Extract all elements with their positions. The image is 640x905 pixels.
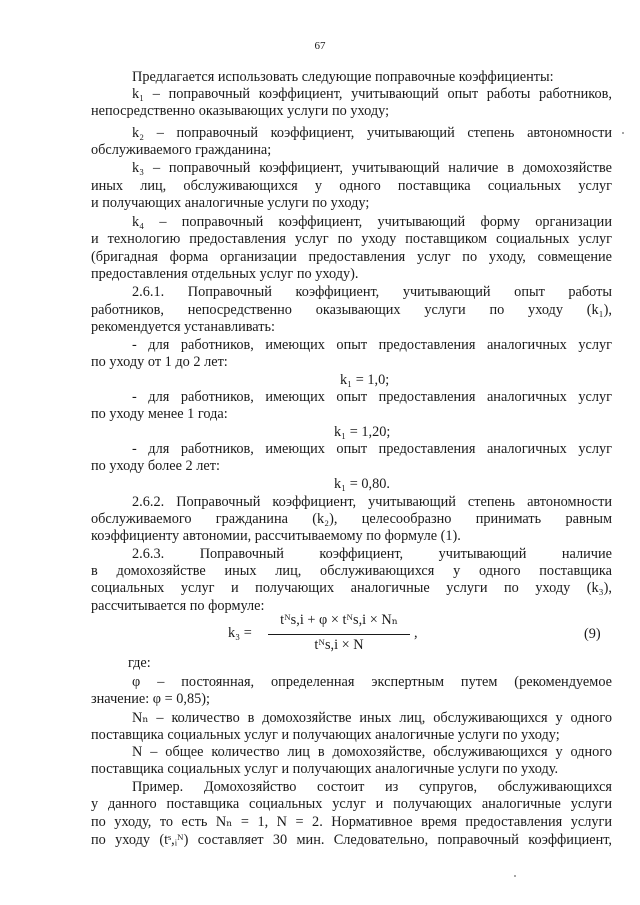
text-line: рекомендуется устанавливать: [91,319,276,335]
formula-denominator: tᴺs,i × N [314,637,364,653]
formula-lhs: k₃ = [228,625,252,641]
text-line: по уходу (tˢ,ᵢᴺ) составляет 30 мин. Следовательно, поправочный коэффициент, [91,832,612,848]
text-line: у данного поставщика социальных услуг и получающих аналогичные услуги [91,796,612,812]
formula-9 [228,612,548,660]
text-line: 2.6.3. Поправочный коэффициент, учитывающий наличие [132,546,612,562]
text-line: по уходу от 1 до 2 лет: [91,354,228,370]
text-line: социальных услуг и получающих аналогичные услуги по уходу (k₃), [91,580,612,596]
text-line: k₂ – поправочный коэффициент, учитывающий степень автономности [132,125,612,141]
text-line: Предлагается использовать следующие поправочные коэффициенты: [132,69,554,85]
text-line: работников, непосредственно оказывающих услуги по уходу (k₁), [91,302,612,318]
scan-speck [622,132,624,134]
scan-speck [514,875,516,877]
text-line: - для работников, имеющих опыт предоставления аналогичных услуг [132,337,612,353]
text-line: по уходу менее 1 года: [91,406,228,422]
text-line: Nₙ – количество в домохозяйстве иных лиц, обслуживающихся у одного [132,710,612,726]
text-line: k₄ – поправочный коэффициент, учитывающий форму организации [132,214,612,230]
formula-number: (9) [584,626,601,642]
text-line: обслуживаемого гражданина (k₂), целесообразно принимать равным [91,511,612,527]
text-line: поставщика социальных услуг и получающих аналогичные услуги по уходу. [91,761,559,777]
text-line: k₃ – поправочный коэффициент, учитывающий наличие в домохозяйстве [132,160,612,176]
text-line: N – общее количество лиц в домохозяйстве, обслуживающихся у одного [132,744,612,760]
equation-line: k₁ = 0,80. [334,476,390,492]
text-line: поставщика социальных услуг и получающих аналогичные услуги по уходу; [91,727,560,743]
equation-line: k₁ = 1,0; [340,372,390,388]
text-line: предоставления отдельных услуг по уходу). [91,266,359,282]
page-number: 67 [314,40,326,52]
fraction-bar [268,634,410,635]
text-line: 2.6.2. Поправочный коэффициент, учитывающий степень автономности [132,494,612,510]
text-line: и получающих аналогичные услуги по уходу; [91,195,370,211]
text-line: k₁ – поправочный коэффициент, учитывающий опыт работы работников, [132,86,612,102]
text-line: где: [128,655,151,671]
text-line: иных лиц, обслуживающихся у одного поставщика социальных услуг [91,178,612,194]
text-line: в домохозяйстве иных лиц, обслуживающихся у одного поставщика [91,563,612,579]
text-line: (бригадная форма организации предоставления услуг по уходу, совмещение [91,249,612,265]
text-line: - для работников, имеющих опыт предоставления аналогичных услуг [132,441,612,457]
text-line: и технологию предоставления услуг по уходу поставщиком социальных услуг [91,231,612,247]
text-line: значение: φ = 0,85); [91,691,211,707]
text-line: 2.6.1. Поправочный коэффициент, учитывающий опыт работы [132,284,612,300]
text-line: φ – постоянная, определенная экспертным путем (рекомендуемое [132,674,612,690]
text-line: Пример. Домохозяйство состоит из супругов, обслуживающихся [132,779,612,795]
text-line: по уходу более 2 лет: [91,458,220,474]
text-line: рассчитывается по формуле: [91,598,265,614]
formula-numerator: tᴺs,i + φ × tᴺs,i × Nₙ [280,612,398,628]
text-line: по уходу, то есть Nₙ = 1, N = 2. Нормативное время предоставления услуги [91,814,612,830]
text-line: - для работников, имеющих опыт предоставления аналогичных услуг [132,389,612,405]
text-line: обслуживаемого гражданина; [91,142,272,158]
text-line: непосредственно оказывающих услуги по уходу; [91,103,390,119]
text-line: коэффициенту автономии, рассчитываемому по формуле (1). [91,528,461,544]
formula-comma: , [414,625,418,641]
equation-line: k₁ = 1,20; [334,424,391,440]
